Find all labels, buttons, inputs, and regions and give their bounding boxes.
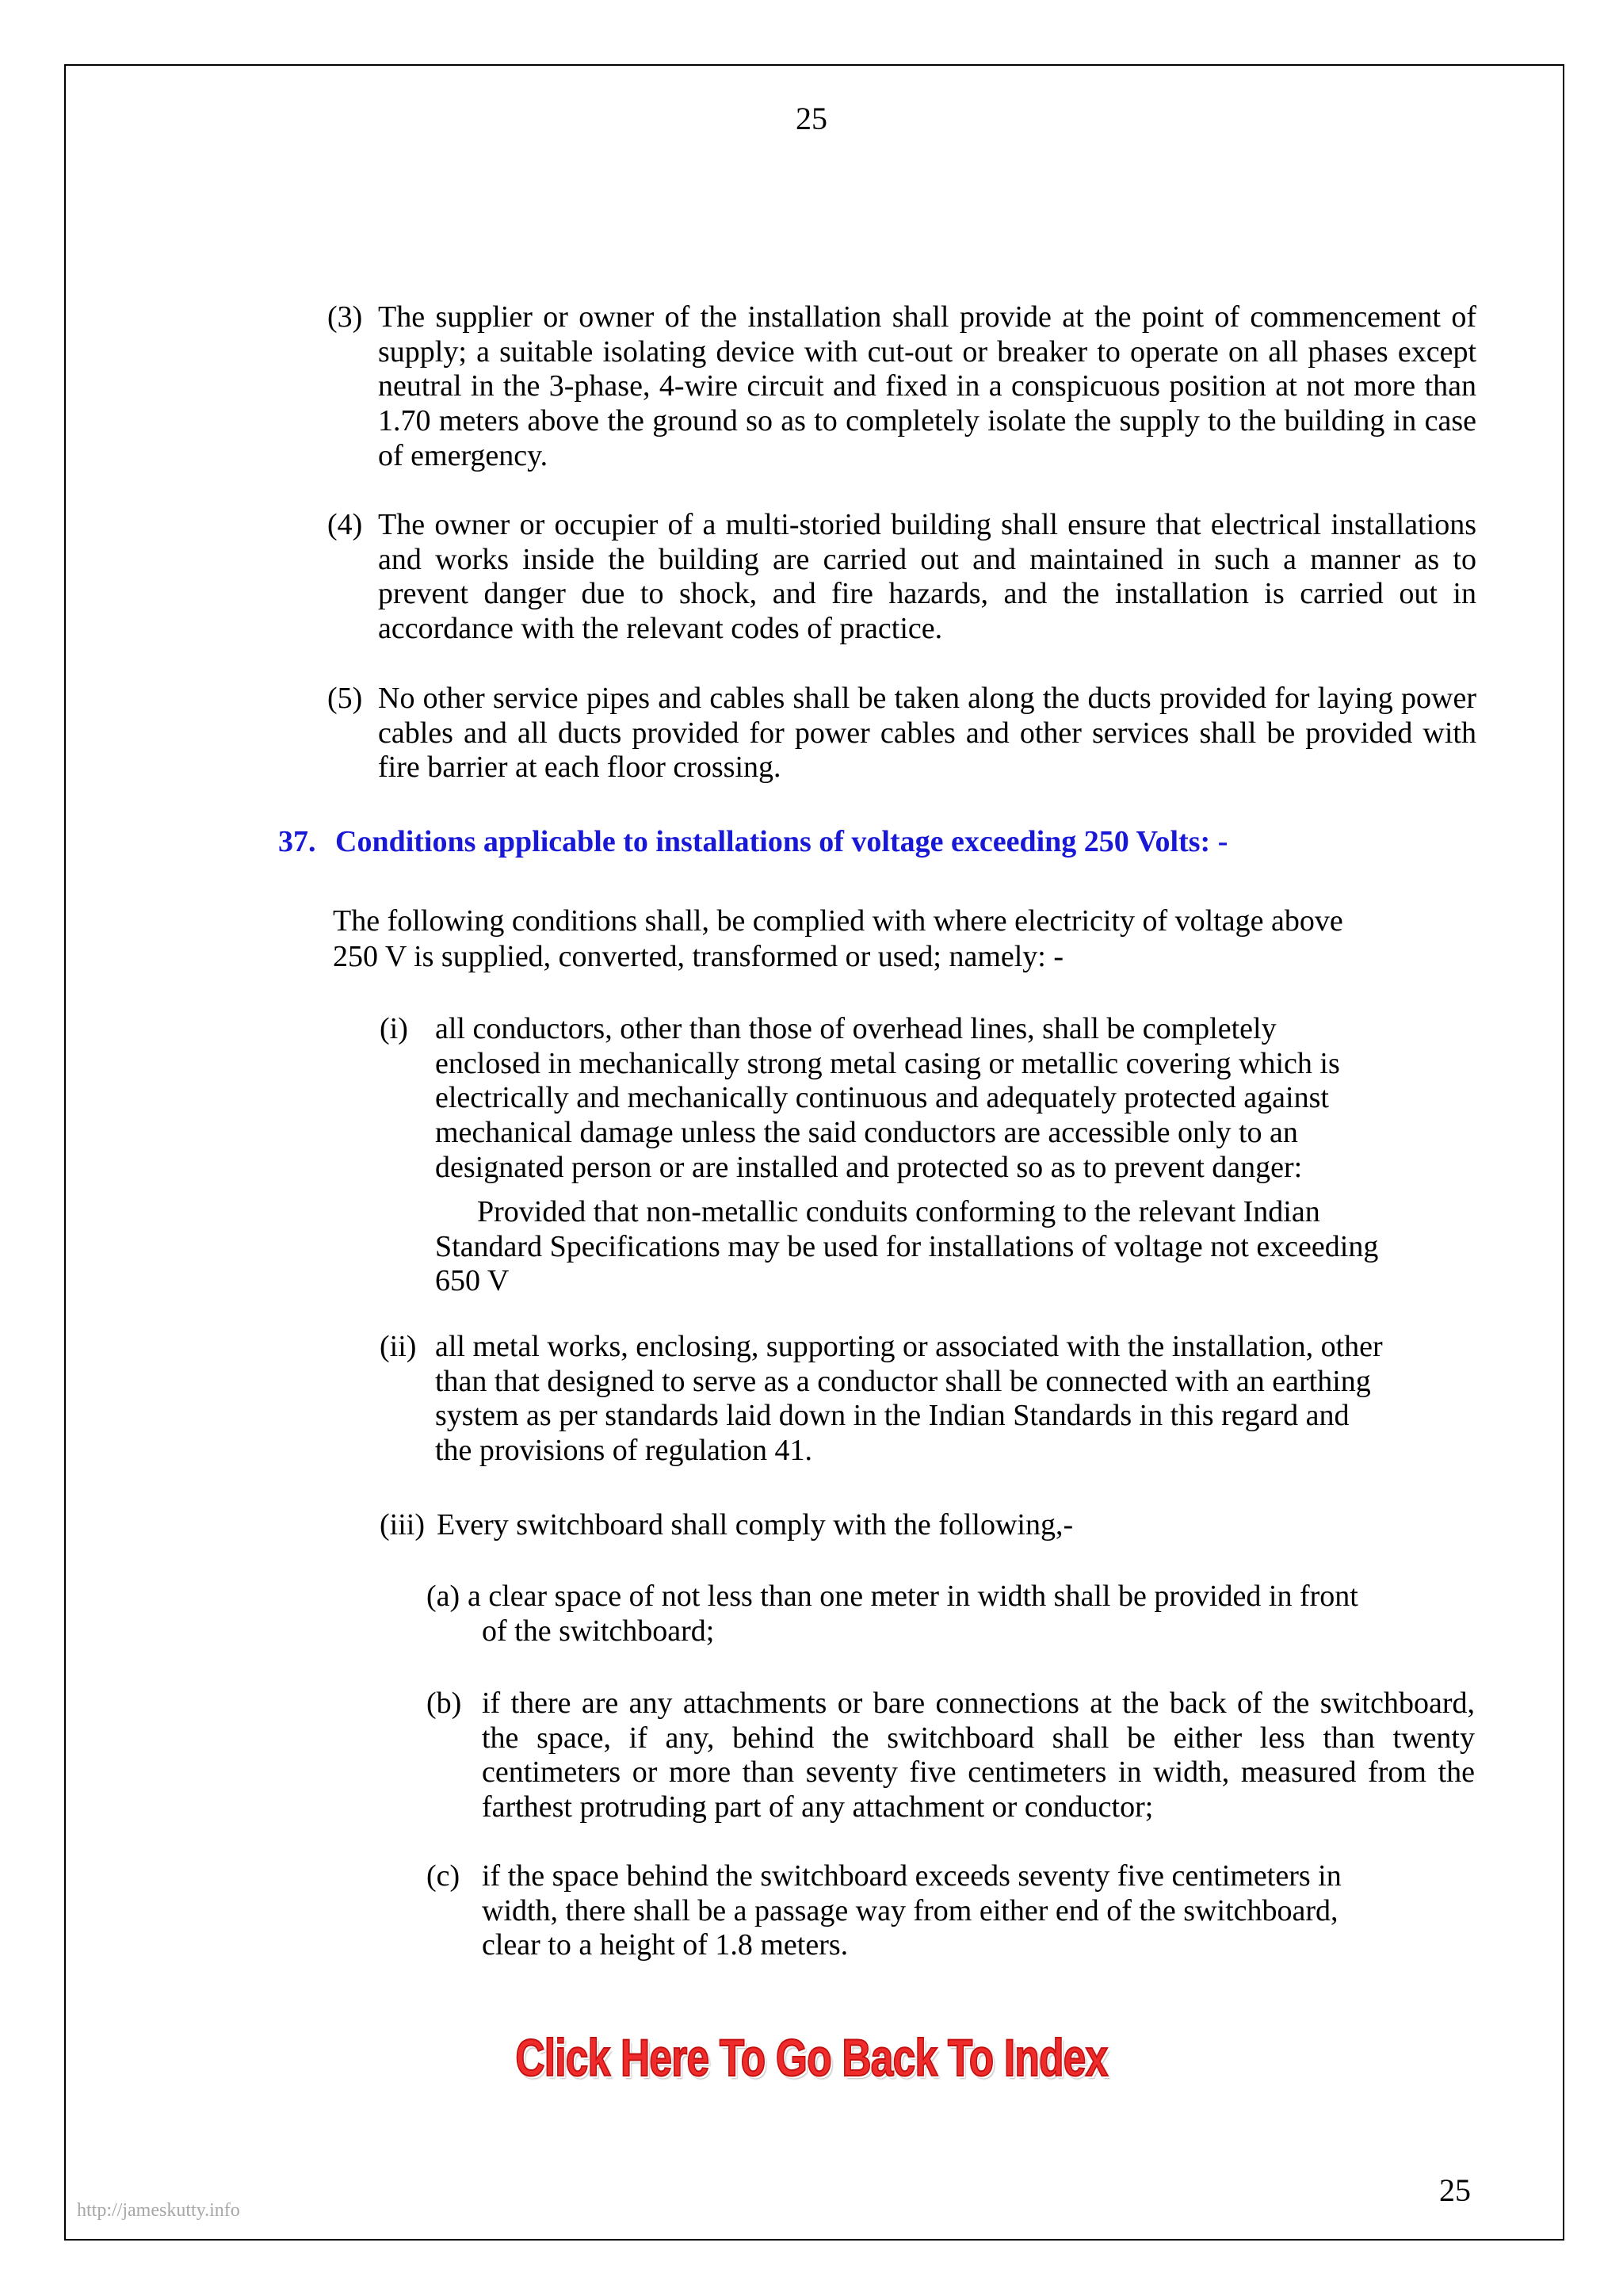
text-line: 650 V <box>435 1264 510 1298</box>
section-intro <box>333 904 1442 975</box>
subitem-text: if there are any attachments or bare connections at the back of the switchboard, the space, if any, behind the switchboard shall be either less than twenty centimeters or more than seventy five centimeters in width, measured from the farthest protruding part of any attachment or conductor; <box>482 1687 1475 1824</box>
section-title: Conditions applicable to installations of voltage exceeding 250 Volts: - <box>335 825 1228 858</box>
condition-text <box>435 1012 1465 1186</box>
condition-number: (i) <box>380 1012 408 1045</box>
subitem-letter: (b) <box>426 1687 462 1720</box>
text-line: a clear space of not less than one meter in width shall be provided in front <box>468 1580 1358 1613</box>
text-line: designated person or are installed and protected so as to prevent danger: <box>435 1150 1303 1184</box>
subitem-letter: (c) <box>426 1859 460 1893</box>
clause-text: The supplier or owner of the installation shall provide at the point of commencement of supply; a suitable isolating device with cut-out or breaker to operate on all phases except neutral in the 3-phase, 4-wire circuit and fixed in a conspicuous position at not more than 1.70 meters above the ground so as to completely isolate the supply to the building in case of emergency. <box>378 300 1476 472</box>
text-line: the provisions of regulation 41. <box>435 1434 812 1468</box>
page-number-bottom: 25 <box>1439 2172 1471 2208</box>
back-to-index-link[interactable] <box>0 2027 1623 2088</box>
back-to-index-label[interactable]: Click Here To Go Back To Index <box>515 2028 1108 2087</box>
subitem-letter: (a) <box>426 1580 460 1613</box>
condition-text <box>435 1330 1465 1469</box>
subitem-text <box>482 1859 1512 1963</box>
text-line: all conductors, other than those of overhead lines, shall be completely <box>435 1012 1277 1045</box>
intro-line: 250 V is supplied, converted, transformed or used; namely: - <box>333 940 1064 973</box>
text-line: enclosed in mechanically strong metal casing or metallic covering which is <box>435 1046 1340 1080</box>
clause-number: (3) <box>327 300 363 334</box>
watermark: http://jameskutty.info <box>77 2200 240 2221</box>
intro-line: The following conditions shall, be complied with where electricity of voltage above <box>333 904 1343 938</box>
text-line: clear to a height of 1.8 meters. <box>482 1928 849 1962</box>
text-line: width, there shall be a passage way from either end of the switchboard, <box>482 1893 1338 1927</box>
condition-text: Every switchboard shall comply with the following,- <box>437 1508 1074 1541</box>
text-line: than that designed to serve as a conductor shall be connected with an earthing <box>435 1364 1371 1398</box>
text-line: if the space behind the switchboard exceeds seventy five centimeters in <box>482 1859 1342 1893</box>
section-heading <box>278 824 1228 859</box>
text-line: of the switchboard; <box>482 1614 715 1648</box>
clause-number: (5) <box>327 682 363 715</box>
text-line: Provided that non-metallic conduits conforming to the relevant Indian <box>477 1195 1320 1228</box>
text-line: electrically and mechanically continuous and adequately protected against <box>435 1081 1329 1115</box>
text-line: Standard Specifications may be used for installations of voltage not exceeding <box>435 1229 1379 1263</box>
text-line: system as per standards laid down in the Indian Standards in this regard and <box>435 1399 1350 1433</box>
clause-text: No other service pipes and cables shall be taken along the ducts provided for laying power cables and all ducts provided for power cables and other services shall be provided with fire barrier at each floor crossing. <box>378 682 1476 785</box>
clause-text: The owner or occupier of a multi-storied building shall ensure that electrical installations and works inside the building are carried out and maintained in such a manner as to prevent danger due to shock, and fire hazards, and the installation is carried out in accordance with the relevant codes of practice. <box>378 508 1476 646</box>
condition-number: (iii) <box>380 1508 425 1541</box>
text-line: all metal works, enclosing, supporting or associated with the installation, other <box>435 1330 1383 1363</box>
subitem-text <box>468 1580 1498 1648</box>
clause-number: (4) <box>327 508 363 541</box>
page-number-top: 25 <box>796 101 827 136</box>
section-number: 37. <box>278 825 316 858</box>
proviso <box>435 1195 1481 1299</box>
condition-number: (ii) <box>380 1330 417 1363</box>
text-line: mechanical damage unless the said conductors are accessible only to an <box>435 1116 1298 1150</box>
